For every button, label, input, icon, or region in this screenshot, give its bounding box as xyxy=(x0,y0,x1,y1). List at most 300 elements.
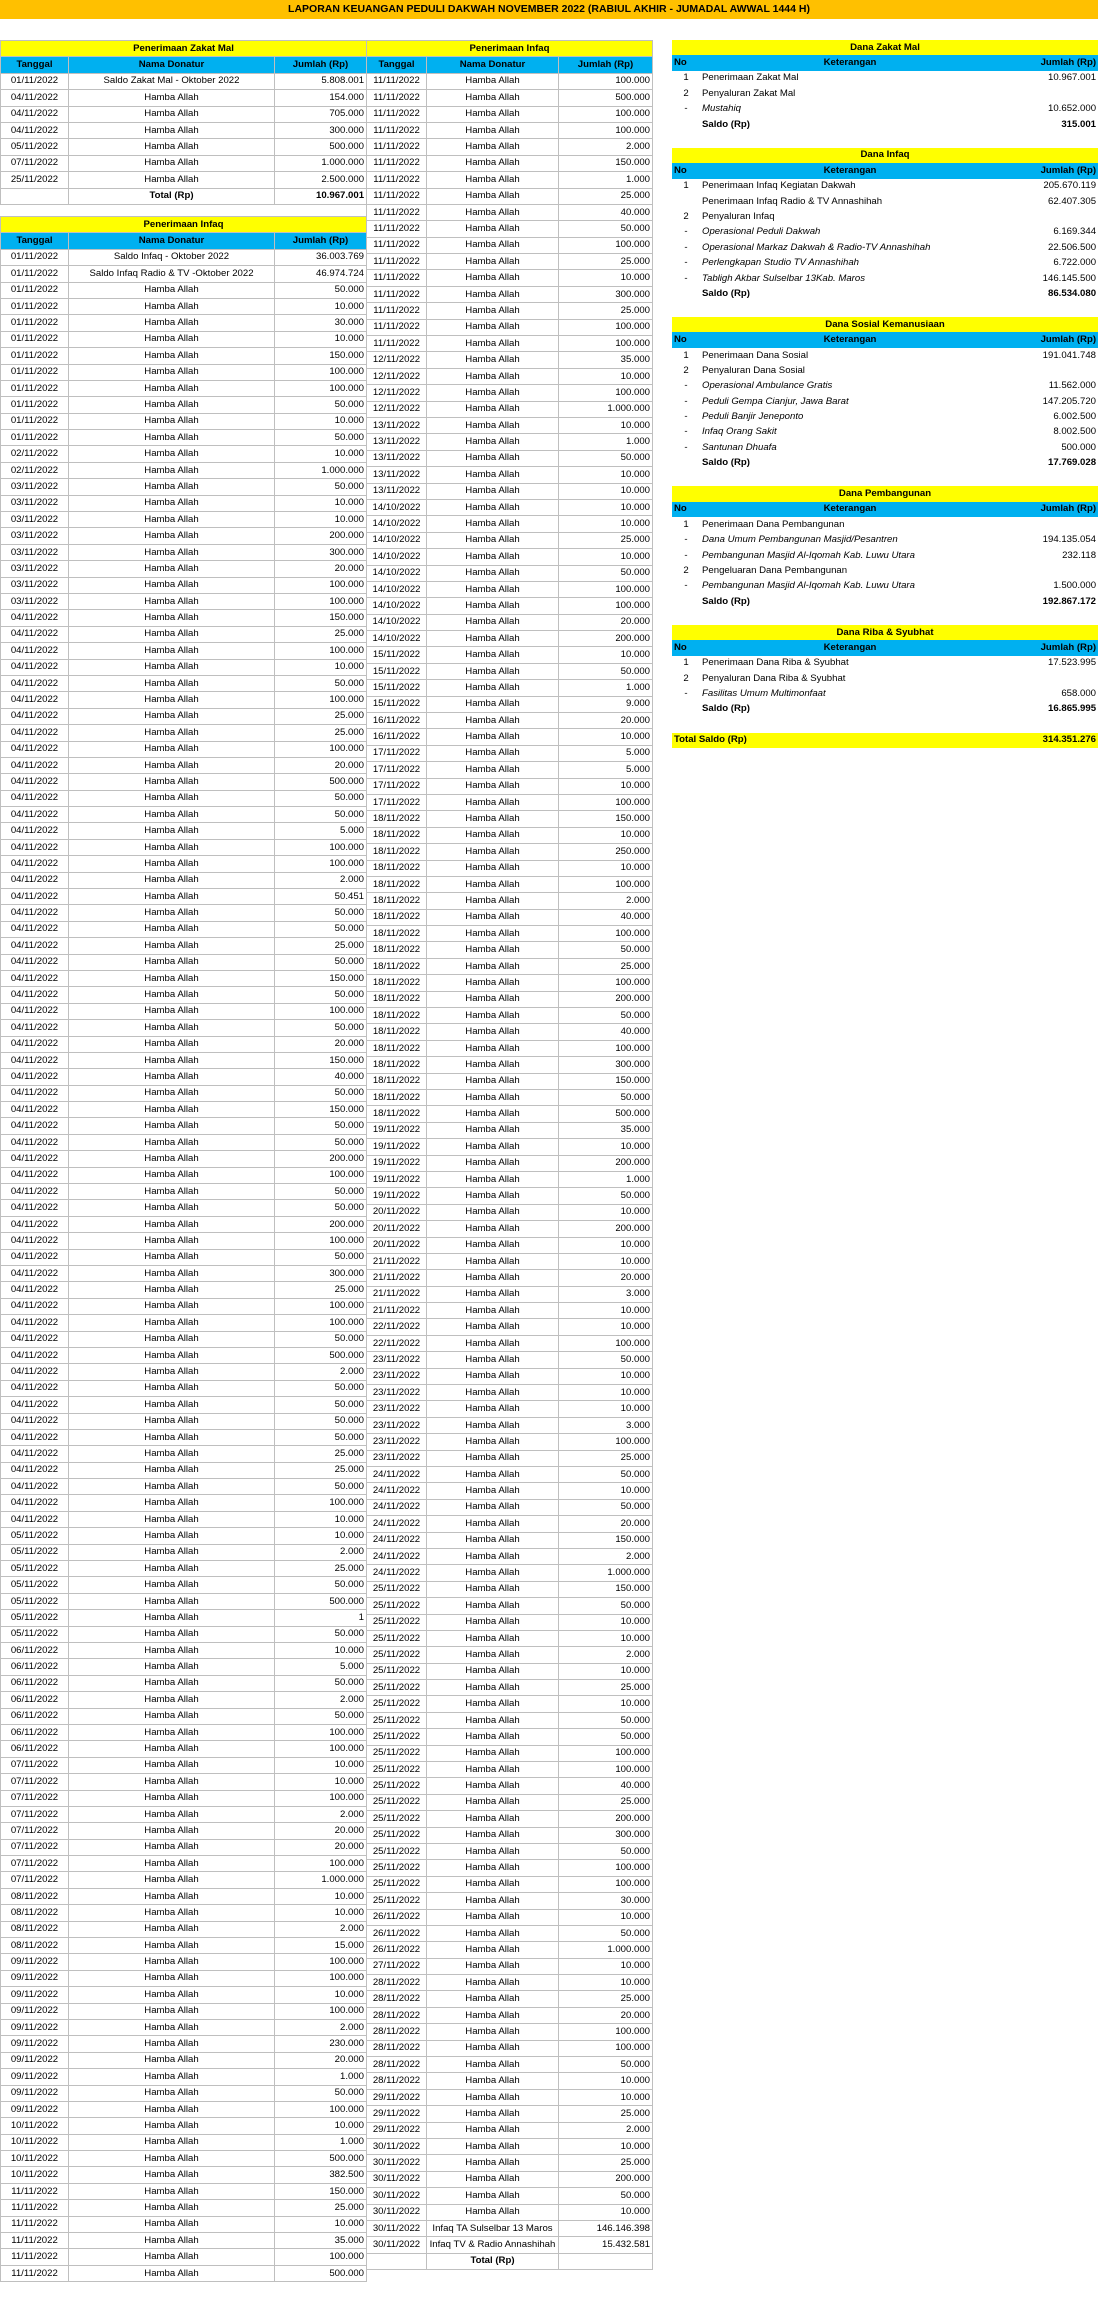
date-cell: 25/11/2022 xyxy=(367,1811,427,1827)
date-cell: 06/11/2022 xyxy=(1,1659,69,1675)
donor-cell: Hamba Allah xyxy=(69,1659,275,1675)
table-row xyxy=(367,663,653,679)
section-heading xyxy=(1,217,367,233)
table-row xyxy=(1,2003,367,2019)
table-row xyxy=(1,282,367,298)
date-cell: 25/11/2022 xyxy=(367,1827,427,1843)
donor-cell: Hamba Allah xyxy=(69,1921,275,1937)
donor-cell: Hamba Allah xyxy=(69,2036,275,2052)
table-row xyxy=(367,1614,653,1630)
table-row xyxy=(367,827,653,843)
col-jumlah: Jumlah (Rp) xyxy=(1000,55,1098,70)
amount-cell: 50.000 xyxy=(275,675,367,691)
donor-cell: Hamba Allah xyxy=(69,1544,275,1560)
report-title: LAPORAN KEUANGAN PEDULI DAKWAH NOVEMBER 2022 (RABIUL AKHIR - JUMADAL AWWAL 1444 H) xyxy=(0,0,1098,19)
date-cell: 04/11/2022 xyxy=(1,938,69,954)
date-cell: 11/11/2022 xyxy=(367,139,427,155)
table-row xyxy=(367,1319,653,1335)
amount-cell: 10.000 xyxy=(559,1368,653,1384)
date-cell: 22/11/2022 xyxy=(367,1335,427,1351)
donor-cell: Hamba Allah xyxy=(69,495,275,511)
section-heading-cell: Penerimaan Zakat Mal xyxy=(1,41,367,57)
date-cell: 04/11/2022 xyxy=(1,1167,69,1183)
amount-cell: 200.000 xyxy=(559,631,653,647)
keterangan-cell: Penyaluran Dana Sosial xyxy=(702,364,805,376)
no-cell: - xyxy=(684,395,688,407)
date-cell: 25/11/2022 xyxy=(367,1581,427,1597)
date-cell: 21/11/2022 xyxy=(367,1303,427,1319)
keterangan-cell: Saldo (Rp) xyxy=(702,703,750,715)
date-cell: 25/11/2022 xyxy=(367,1663,427,1679)
donor-cell: Hamba Allah xyxy=(69,1184,275,1200)
table-row xyxy=(1,528,367,544)
table-row xyxy=(1,1429,367,1445)
donor-cell: Hamba Allah xyxy=(427,762,559,778)
date-cell: 18/11/2022 xyxy=(367,1057,427,1073)
amount-cell: 10.000 xyxy=(559,1303,653,1319)
date-cell: 08/11/2022 xyxy=(1,1905,69,1921)
donor-cell: Hamba Allah xyxy=(427,696,559,712)
date-cell: 04/11/2022 xyxy=(1,1118,69,1134)
donor-cell: Hamba Allah xyxy=(69,380,275,396)
donor-cell: Hamba Allah xyxy=(69,1233,275,1249)
amount-cell: 50.000 xyxy=(559,1352,653,1368)
donor-cell: Hamba Allah xyxy=(69,122,275,138)
amount-cell: 500.000 xyxy=(275,2151,367,2167)
amount-cell: 20.000 xyxy=(275,1823,367,1839)
donor-cell: Hamba Allah xyxy=(427,1516,559,1532)
donor-cell: Hamba Allah xyxy=(69,1724,275,1740)
date-cell: 06/11/2022 xyxy=(1,1692,69,1708)
donor-cell: Hamba Allah xyxy=(427,254,559,270)
date-cell: 10/11/2022 xyxy=(1,2167,69,2183)
donor-cell: Hamba Allah xyxy=(69,430,275,446)
donor-cell: Hamba Allah xyxy=(427,1696,559,1712)
date-cell: 30/11/2022 xyxy=(367,2188,427,2204)
keterangan-cell: Infaq Orang Sakit xyxy=(702,426,777,438)
donor-cell: Hamba Allah xyxy=(69,626,275,642)
summary-row xyxy=(672,579,1098,594)
donor-cell: Hamba Allah xyxy=(69,1364,275,1380)
date-cell: 04/11/2022 xyxy=(1,872,69,888)
table-row xyxy=(1,2233,367,2249)
donor-cell: Hamba Allah xyxy=(427,73,559,89)
date-cell: 05/11/2022 xyxy=(1,1544,69,1560)
table-row xyxy=(367,1090,653,1106)
no-cell: 1 xyxy=(683,518,689,530)
table-row xyxy=(1,1544,367,1560)
donor-cell: Hamba Allah xyxy=(69,2101,275,2117)
spacer-cell xyxy=(672,717,1098,732)
table-row xyxy=(367,1548,653,1564)
date-cell: 05/11/2022 xyxy=(1,1626,69,1642)
table-row xyxy=(1,1938,367,1954)
date-cell: 12/11/2022 xyxy=(367,385,427,401)
amount-cell: 40.000 xyxy=(559,204,653,220)
table-row xyxy=(1,1921,367,1937)
date-cell: 10/11/2022 xyxy=(1,2151,69,2167)
date-cell: 04/11/2022 xyxy=(1,839,69,855)
donor-cell: Hamba Allah xyxy=(427,1860,559,1876)
spacer-cell xyxy=(672,609,1098,624)
date-cell: 23/11/2022 xyxy=(367,1352,427,1368)
date-cell: 05/11/2022 xyxy=(1,1593,69,1609)
amount-cell: 100.000 xyxy=(275,1954,367,1970)
amount-cell: 20.000 xyxy=(559,1270,653,1286)
amount-cell: 100.000 xyxy=(559,122,653,138)
table-row xyxy=(367,860,653,876)
donor-cell: Hamba Allah xyxy=(69,1331,275,1347)
amount-cell: 25.000 xyxy=(275,2200,367,2216)
amount-cell: 50.000 xyxy=(275,1675,367,1691)
summary-column-header xyxy=(672,163,1098,178)
amount-cell: 10.000 xyxy=(559,2139,653,2155)
donor-cell: Hamba Allah xyxy=(427,1958,559,1974)
date-cell: 17/11/2022 xyxy=(367,745,427,761)
amount-cell: 50.000 xyxy=(275,430,367,446)
amount-cell: 100.000 xyxy=(559,975,653,991)
date-cell: 17/11/2022 xyxy=(367,778,427,794)
date-cell: 18/11/2022 xyxy=(367,909,427,925)
amount-cell: 50.000 xyxy=(275,1708,367,1724)
donor-cell: Hamba Allah xyxy=(69,2085,275,2101)
donor-cell: Hamba Allah xyxy=(69,954,275,970)
date-cell: 14/10/2022 xyxy=(367,614,427,630)
table-row xyxy=(1,2167,367,2183)
date-cell: 04/11/2022 xyxy=(1,954,69,970)
date-cell: 09/11/2022 xyxy=(1,2019,69,2035)
no-cell: - xyxy=(684,534,688,546)
table-row xyxy=(367,172,653,188)
amount-cell: 150.000 xyxy=(275,348,367,364)
donor-cell: Hamba Allah xyxy=(427,2089,559,2105)
date-cell: 12/11/2022 xyxy=(367,401,427,417)
amount-cell: 50.000 xyxy=(559,1499,653,1515)
date-cell: 07/11/2022 xyxy=(1,1790,69,1806)
table-row xyxy=(367,1499,653,1515)
table-row xyxy=(367,2155,653,2171)
date-cell: 04/11/2022 xyxy=(1,1085,69,1101)
amount-cell: 10.000 xyxy=(559,1204,653,1220)
date-cell: 18/11/2022 xyxy=(367,844,427,860)
date-cell: 09/11/2022 xyxy=(1,2069,69,2085)
date-cell: 11/11/2022 xyxy=(367,155,427,171)
date-cell: 13/11/2022 xyxy=(367,417,427,433)
date-cell: 11/11/2022 xyxy=(367,254,427,270)
no-cell: 2 xyxy=(683,210,689,222)
donor-cell: Hamba Allah xyxy=(69,1446,275,1462)
date-cell: 04/11/2022 xyxy=(1,889,69,905)
no-cell: 1 xyxy=(683,657,689,669)
amount-cell: 10.000 xyxy=(275,495,367,511)
amount-cell: 10.000 xyxy=(559,270,653,286)
date-cell: 04/11/2022 xyxy=(1,1233,69,1249)
date-cell: 18/11/2022 xyxy=(367,991,427,1007)
donor-cell: Hamba Allah xyxy=(427,532,559,548)
date-cell: 25/11/2022 xyxy=(367,1745,427,1761)
summary-column-header xyxy=(672,55,1098,70)
donor-cell: Hamba Allah xyxy=(427,1090,559,1106)
date-cell: 01/11/2022 xyxy=(1,298,69,314)
keterangan-cell: Penerimaan Dana Sosial xyxy=(702,349,809,361)
date-cell: 28/11/2022 xyxy=(367,2057,427,2073)
donor-cell: Hamba Allah xyxy=(427,1565,559,1581)
amount-cell: 50.000 xyxy=(559,663,653,679)
amount-cell: 200.000 xyxy=(559,991,653,1007)
date-cell: 05/11/2022 xyxy=(1,1577,69,1593)
summary-row xyxy=(672,425,1098,440)
donor-cell: Hamba Allah xyxy=(427,1843,559,1859)
donor-cell: Hamba Allah xyxy=(427,483,559,499)
table-row xyxy=(1,954,367,970)
donor-cell: Hamba Allah xyxy=(69,1692,275,1708)
donor-cell: Hamba Allah xyxy=(427,237,559,253)
table-row xyxy=(1,1397,367,1413)
no-cell: - xyxy=(684,688,688,700)
table-row xyxy=(1,1987,367,2003)
donor-cell: Hamba Allah xyxy=(69,1495,275,1511)
table-row xyxy=(367,303,653,319)
table-row xyxy=(367,1516,653,1532)
amount-cell: 20.000 xyxy=(559,1516,653,1532)
table-row xyxy=(1,2085,367,2101)
date-cell: 17/11/2022 xyxy=(367,762,427,778)
date-cell: 09/11/2022 xyxy=(1,2085,69,2101)
amount-cell: 17.523.995 xyxy=(1048,657,1097,669)
table-row xyxy=(367,106,653,122)
table-row xyxy=(1,249,367,265)
table-row xyxy=(1,1266,367,1282)
table-row xyxy=(1,790,367,806)
amount-cell: 200.000 xyxy=(559,1155,653,1171)
amount-cell: 200.000 xyxy=(275,528,367,544)
table-row xyxy=(367,336,653,352)
keterangan-cell: Pembangunan Masjid Al-Iqomah Kab. Luwu Utara xyxy=(702,549,915,561)
donor-cell: Hamba Allah xyxy=(69,757,275,773)
amount-cell: 50.000 xyxy=(275,1118,367,1134)
donor-cell: Hamba Allah xyxy=(69,741,275,757)
amount-cell: 1.000 xyxy=(559,434,653,450)
amount-cell: 50.000 xyxy=(275,397,367,413)
donor-cell: Hamba Allah xyxy=(69,2167,275,2183)
table-row xyxy=(367,729,653,745)
donor-cell: Hamba Allah xyxy=(69,512,275,528)
donor-cell: Hamba Allah xyxy=(69,1626,275,1642)
table-row xyxy=(367,942,653,958)
no-cell: - xyxy=(684,257,688,269)
amount-cell: 230.000 xyxy=(275,2036,367,2052)
amount-cell: 10.000 xyxy=(559,1663,653,1679)
donor-cell: Hamba Allah xyxy=(69,577,275,593)
date-cell: 11/11/2022 xyxy=(367,270,427,286)
donor-cell: Hamba Allah xyxy=(427,581,559,597)
date-cell: 25/11/2022 xyxy=(367,1860,427,1876)
amount-cell: 10.000 xyxy=(275,1528,367,1544)
amount-cell: 100.000 xyxy=(559,1745,653,1761)
date-cell: 24/11/2022 xyxy=(367,1499,427,1515)
amount-cell: 20.000 xyxy=(275,2052,367,2068)
amount-cell: 1.000.000 xyxy=(275,1872,367,1888)
spacer-row xyxy=(672,717,1098,732)
table-row xyxy=(1,1479,367,1495)
donor-cell: Hamba Allah xyxy=(427,1745,559,1761)
table-row xyxy=(367,975,653,991)
donor-cell: Hamba Allah xyxy=(427,286,559,302)
date-cell: 01/11/2022 xyxy=(1,364,69,380)
table-row xyxy=(1,1249,367,1265)
summary-row xyxy=(672,71,1098,86)
amount-cell: 50.000 xyxy=(275,1249,367,1265)
table-row xyxy=(1,2265,367,2281)
amount-cell: 10.000 xyxy=(559,368,653,384)
amount-cell: 100.000 xyxy=(275,1724,367,1740)
donor-cell: Hamba Allah xyxy=(427,303,559,319)
table-row xyxy=(367,1155,653,1171)
amount-cell: 10.000 xyxy=(275,331,367,347)
date-cell: 05/11/2022 xyxy=(1,139,69,155)
amount-cell: 10.000 xyxy=(559,827,653,843)
table-row xyxy=(367,696,653,712)
donor-cell: Hamba Allah xyxy=(69,938,275,954)
amount-cell: 50.000 xyxy=(275,790,367,806)
amount-cell: 50.000 xyxy=(275,1085,367,1101)
keterangan-cell: Penyaluran Infaq xyxy=(702,210,775,222)
date-cell: 04/11/2022 xyxy=(1,1315,69,1331)
donor-cell: Hamba Allah xyxy=(69,889,275,905)
donor-cell: Hamba Allah xyxy=(427,1073,559,1089)
date-cell: 18/11/2022 xyxy=(367,876,427,892)
amount-cell: 3.000 xyxy=(559,1286,653,1302)
table-row xyxy=(1,1347,367,1363)
donor-cell: Hamba Allah xyxy=(69,1774,275,1790)
table-row xyxy=(1,1118,367,1134)
amount-cell: 300.000 xyxy=(275,122,367,138)
amount-cell: 382.500 xyxy=(275,2167,367,2183)
amount-cell: 10.000 xyxy=(559,499,653,515)
table-row xyxy=(367,2007,653,2023)
table-row xyxy=(367,2237,653,2253)
date-cell: 25/11/2022 xyxy=(367,1696,427,1712)
amount-cell: 6.169.344 xyxy=(1053,226,1097,238)
donor-cell: Hamba Allah xyxy=(69,1036,275,1052)
date-cell: 04/11/2022 xyxy=(1,90,69,106)
donor-cell: Hamba Allah xyxy=(427,794,559,810)
donor-cell: Hamba Allah xyxy=(69,1118,275,1134)
amount-cell: 50.000 xyxy=(275,1429,367,1445)
date-cell: 06/11/2022 xyxy=(1,1724,69,1740)
amount-cell: 10.000 xyxy=(559,778,653,794)
date-cell: 07/11/2022 xyxy=(1,155,69,171)
amount-cell: 25.000 xyxy=(559,2106,653,2122)
amount-cell: 100.000 xyxy=(559,598,653,614)
donor-cell: Hamba Allah xyxy=(427,1040,559,1056)
amount-cell: 10.000 xyxy=(559,2089,653,2105)
table-row xyxy=(367,1991,653,2007)
no-cell xyxy=(672,286,700,301)
amount-cell: 300.000 xyxy=(559,1827,653,1843)
amount-cell: 10.000 xyxy=(275,2216,367,2232)
table-row xyxy=(367,1303,653,1319)
table-row xyxy=(367,139,653,155)
donor-cell: Hamba Allah xyxy=(69,839,275,855)
date-cell: 07/11/2022 xyxy=(1,1774,69,1790)
table-row xyxy=(1,1233,367,1249)
amount-cell: 100.000 xyxy=(275,1970,367,1986)
donor-cell: Hamba Allah xyxy=(427,1270,559,1286)
donor-cell: Hamba Allah xyxy=(427,1598,559,1614)
date-cell: 09/11/2022 xyxy=(1,2101,69,2117)
date-cell: 25/11/2022 xyxy=(367,1778,427,1794)
amount-cell: 36.003.769 xyxy=(275,249,367,265)
amount-cell: 194.135.054 xyxy=(1042,534,1097,546)
no-cell: - xyxy=(684,549,688,561)
amount-cell: 10.000 xyxy=(559,2073,653,2089)
summary-row xyxy=(672,594,1098,609)
amount-cell: 500.000 xyxy=(275,774,367,790)
table-row xyxy=(367,844,653,860)
date-cell: 13/11/2022 xyxy=(367,434,427,450)
donor-cell: Hamba Allah xyxy=(69,1757,275,1773)
table-row xyxy=(367,434,653,450)
table-row xyxy=(367,319,653,335)
donor-cell: Hamba Allah xyxy=(427,1008,559,1024)
amount-cell: 100.000 xyxy=(559,2024,653,2040)
amount-cell: 15.432.581 xyxy=(559,2237,653,2253)
summary-row xyxy=(672,286,1098,301)
summary-row xyxy=(672,348,1098,363)
donor-cell: Hamba Allah xyxy=(69,397,275,413)
date-cell: 27/11/2022 xyxy=(367,1958,427,1974)
donor-cell: Hamba Allah xyxy=(69,807,275,823)
date-cell: 12/11/2022 xyxy=(367,352,427,368)
keterangan-cell: Penerimaan Zakat Mal xyxy=(702,72,799,84)
table-row xyxy=(367,1270,653,1286)
amount-cell: 22.506.500 xyxy=(1048,241,1097,253)
date-cell: 18/11/2022 xyxy=(367,893,427,909)
donor-cell: Hamba Allah xyxy=(69,2249,275,2265)
date-cell: 20/11/2022 xyxy=(367,1204,427,1220)
table-row xyxy=(367,2057,653,2073)
donor-cell: Hamba Allah xyxy=(427,139,559,155)
date-cell: 28/11/2022 xyxy=(367,2073,427,2089)
amount-cell: 10.000 xyxy=(559,1909,653,1925)
no-cell: - xyxy=(684,380,688,392)
summary-heading-cell: Dana Riba & Syubhat xyxy=(672,625,1098,640)
date-cell: 23/11/2022 xyxy=(367,1434,427,1450)
date-cell: 11/11/2022 xyxy=(367,106,427,122)
donor-cell: Hamba Allah xyxy=(427,958,559,974)
table-row xyxy=(367,401,653,417)
amount-cell: 100.000 xyxy=(275,1790,367,1806)
table-row xyxy=(367,532,653,548)
date-cell: 15/11/2022 xyxy=(367,663,427,679)
amount-cell: 300.000 xyxy=(275,544,367,560)
donor-cell: Hamba Allah xyxy=(427,1663,559,1679)
amount-cell: 2.000 xyxy=(275,2019,367,2035)
table-row xyxy=(367,598,653,614)
donor-cell: Saldo Zakat Mal - Oktober 2022 xyxy=(69,73,275,89)
summary-heading xyxy=(672,40,1098,55)
section-heading-cell: Penerimaan Infaq xyxy=(1,217,367,233)
table-row xyxy=(367,2073,653,2089)
table-row xyxy=(1,659,367,675)
amount-cell: 146.146.398 xyxy=(559,2220,653,2236)
table-row xyxy=(1,2052,367,2068)
donor-cell: Hamba Allah xyxy=(427,1483,559,1499)
date-cell: 24/11/2022 xyxy=(367,1532,427,1548)
date-cell: 30/11/2022 xyxy=(367,2171,427,2187)
amount-cell: 150.000 xyxy=(559,1532,653,1548)
